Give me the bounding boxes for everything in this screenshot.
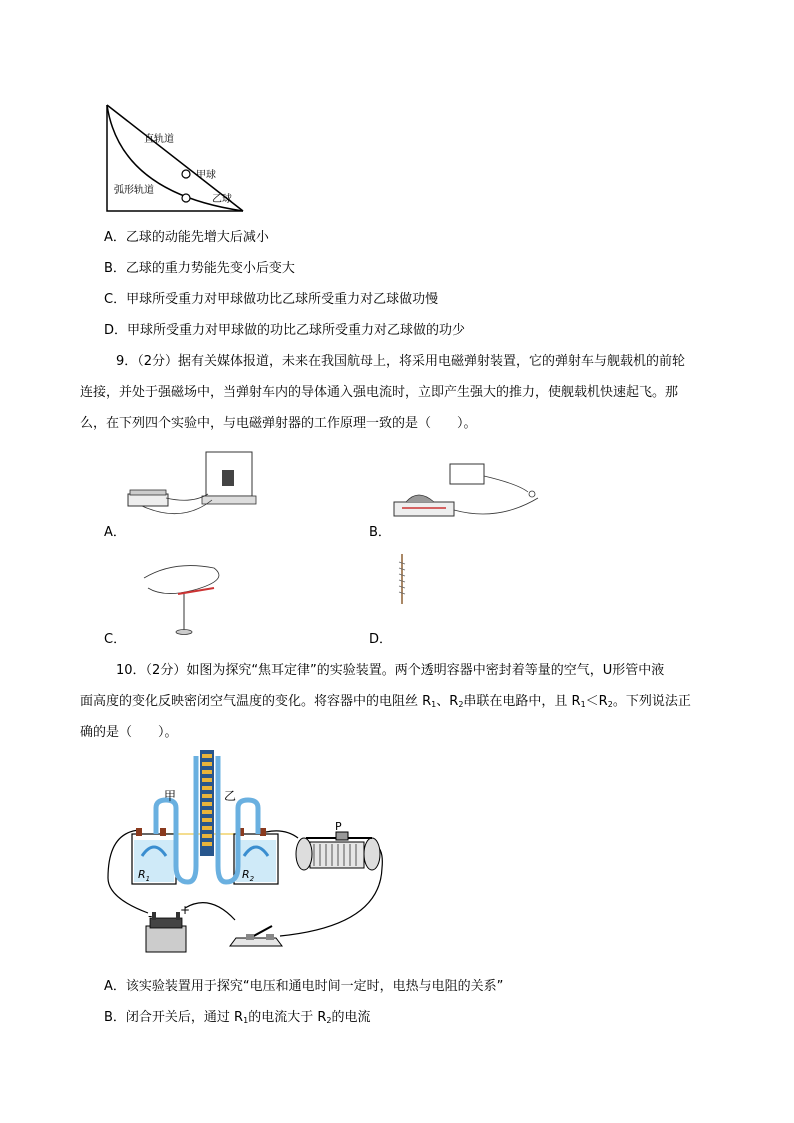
q8-option-b: B．乙球的重力势能先变小后变大: [104, 261, 295, 276]
q10-text-line2-part4: ＜R: [585, 694, 608, 709]
q8-option-a: A．乙球的动能先增大后减小: [104, 230, 269, 245]
q10-text-line2-part3: 串联在电路中，且 R: [463, 694, 581, 709]
label-ball-jia: 甲球: [196, 170, 216, 181]
q8-option-c: C．甲球所受重力对甲球做功比乙球所受重力对乙球做功慢: [104, 292, 439, 307]
track-figure: [100, 98, 250, 218]
label-minus: -: [148, 909, 153, 923]
q9-figure-b: [388, 458, 558, 528]
q10-text-line2-part2: 、R: [436, 694, 459, 709]
q10-option-b: [104, 1010, 370, 1029]
q10-option-b-sub2: 2: [326, 1016, 332, 1025]
q9-option-b-label: B．: [369, 525, 391, 540]
q10-option-a: A．该实验装置用于探究“电压和通电时间一定时，电热与电阻的关系”: [104, 979, 504, 994]
q10-sub-r2: 2: [458, 700, 464, 709]
rheostat: [296, 832, 380, 870]
q10-text-line2: [80, 694, 691, 713]
label-ball-yi: 乙球: [212, 194, 232, 205]
q9-figure-a: [122, 444, 262, 524]
label-slider-p: P: [335, 820, 342, 833]
ball-jia: [182, 170, 190, 178]
q10-option-b-part2: 的电流大于 R: [248, 1010, 327, 1025]
circuit-wire: [185, 903, 235, 920]
q10-option-b-part1: B．闭合开关后，通过 R: [104, 1010, 244, 1025]
label-r2: $R_2$: [242, 868, 255, 883]
q10-sub-r1b: 1: [580, 700, 586, 709]
label-plus: +: [180, 903, 191, 917]
label-jia: 甲: [164, 789, 177, 803]
q9-option-c-label: C．: [104, 632, 127, 647]
q9-option-d-label: D．: [369, 632, 393, 647]
q8-option-d: D．甲球所受重力对甲球做的功比乙球所受重力对乙球做的功少: [104, 323, 466, 338]
q10-sub-r2b: 2: [607, 700, 613, 709]
q9-figure-d: [394, 552, 410, 608]
q9-text-line3: 么，在下列四个实验中，与电磁弹射器的工作原理一致的是（ ）。: [80, 416, 477, 431]
q9-option-a-label: A．: [104, 525, 126, 540]
q10-text-line1: 10．（2分）如图为探究“焦耳定律”的实验装置。两个透明容器中密封着等量的空气，U形管中液: [116, 663, 665, 678]
q10-option-b-sub1: 1: [243, 1016, 249, 1025]
q9-figure-c: [134, 558, 234, 638]
label-arc-track: 弧形轨道: [114, 185, 154, 196]
q10-text-line2-part1: 面高度的变化反映密闭空气温度的变化。将容器中的电阻丝 R: [80, 694, 432, 709]
joule-apparatus-figure: [100, 748, 400, 963]
label-r1: $R_1$: [138, 868, 151, 883]
label-straight-track: 直轨道: [144, 134, 174, 145]
q9-text-line1: 9．（2分）据有关媒体报道，未来在我国航母上，将采用电磁弹射装置，它的弹射车与舰载机的前轮: [116, 354, 686, 369]
q10-option-b-part3: 的电流: [331, 1010, 371, 1025]
ball-yi: [182, 194, 190, 202]
label-yi: 乙: [224, 789, 237, 803]
q10-text-line3: 确的是（ ）。: [80, 725, 178, 740]
switch: [230, 926, 282, 946]
q10-text-line2-part5: 。下列说法正: [612, 694, 691, 709]
q10-sub-r1: 1: [431, 700, 437, 709]
q9-text-line2: 连接，并处于强磁场中，当弹射车内的导体通入强电流时，立即产生强大的推力，使舰载机快速起飞。那: [80, 385, 679, 400]
